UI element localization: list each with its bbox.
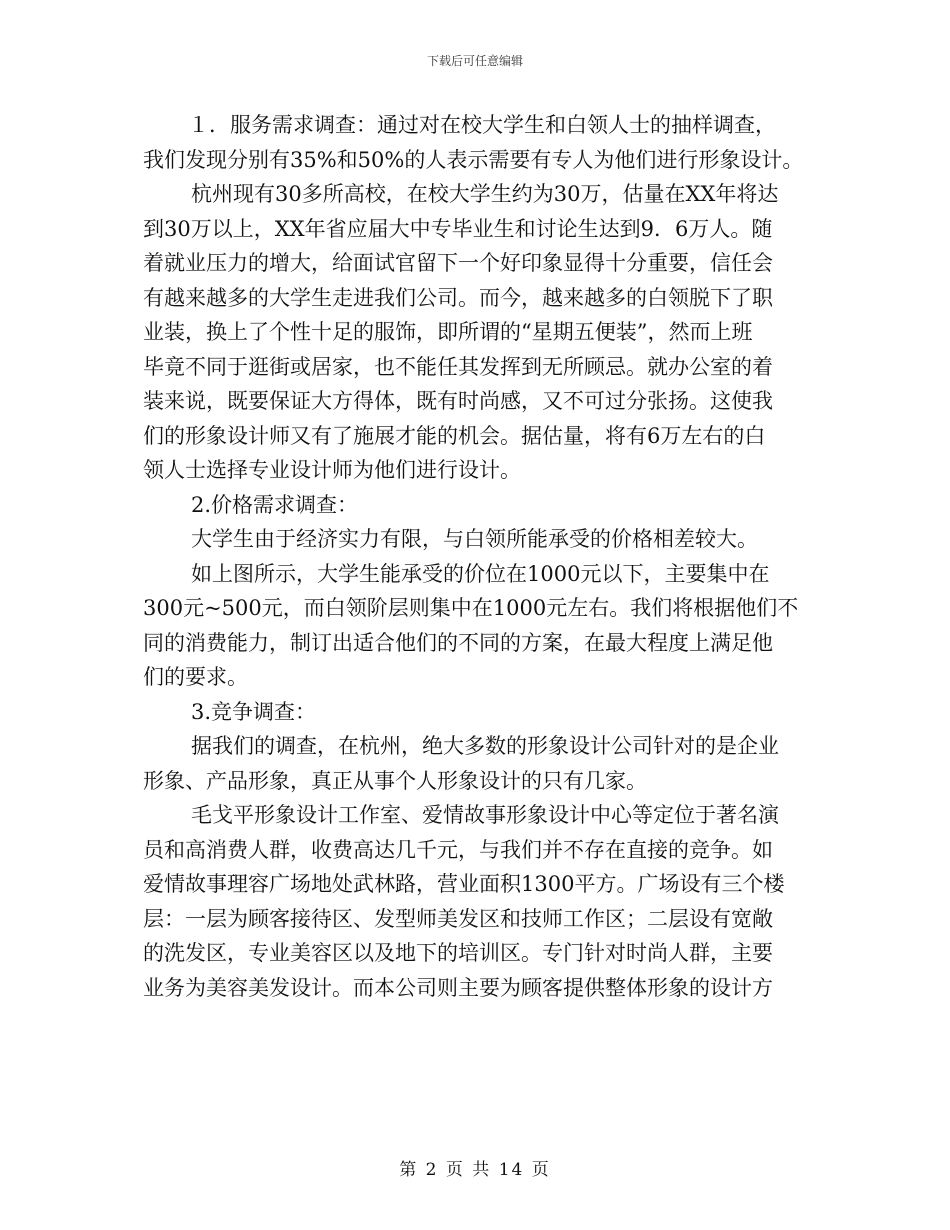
- paragraph-line: 领人士选择专业设计师为他们进行设计。: [143, 458, 521, 482]
- paragraph-line: 毛戈平形象设计工作室、爱情故事形象设计中心等定位于著名演: [191, 803, 779, 827]
- paragraph-line: 据我们的调查，在杭州，绝大多数的形象设计公司针对的是企业: [191, 734, 779, 758]
- paragraph-line: 们的要求。: [143, 665, 248, 689]
- paragraph-line: 300元~500元，而白领阶层则集中在1000元左右。我们将根据他们不: [143, 596, 799, 620]
- section-heading: 2.价格需求调查：: [191, 492, 359, 517]
- paragraph-line: 毕竟不同于逛街或居家，也不能任其发挥到无所顾忌。就办公室的着: [143, 354, 773, 379]
- page-number-footer: 第 2 页 共 14 页: [399, 1160, 551, 1180]
- paragraph-line: 形象、产品形象，真正从事个人形象设计的只有几家。: [143, 768, 647, 793]
- document-body: [143, 108, 808, 1005]
- paragraph-line: 我们发现分别有35%和50%的人表示需要有专人为他们进行形象设计。: [143, 147, 804, 172]
- paragraph-line: 们的形象设计师又有了施展才能的机会。据估量，将有6万左右的白: [143, 423, 766, 448]
- paragraph-line: 杭州现有30多所高校，在校大学生约为30万，估量在XX年将达: [191, 182, 779, 206]
- paragraph-line: 同的消费能力，制订出适合他们的不同的方案，在最大程度上满足他: [143, 630, 773, 655]
- paragraph-line: 员和高消费人群，收费高达几千元，与我们并不存在直接的竞争。如: [143, 837, 773, 862]
- paragraph-line: 大学生由于经济实力有限，与白领所能承受的价格相差较大。: [191, 527, 758, 551]
- paragraph-line: 如上图所示，大学生能承受的价位在1000元以下，主要集中在: [191, 561, 770, 586]
- paragraph-line: 到30万以上，XX年省应届大中专毕业生和讨论生达到9．6万人。随: [143, 216, 773, 241]
- paragraph-line: １．服务需求调查：通过对在校大学生和白领人士的抽样调查，: [188, 113, 776, 137]
- paragraph-line: 有越来越多的大学生走进我们公司。而今，越来越多的白领脱下了职: [143, 285, 773, 310]
- paragraph-line: 爱情故事理容广场地处武林路，营业面积1300平方。广场设有三个楼: [143, 872, 785, 896]
- paragraph-line: 业装，换上了个性十足的服饰，即所谓的“星期五便装”，然而上班: [143, 320, 753, 344]
- paragraph-line: 装来说，既要保证大方得体，既有时尚感，又不可过分张扬。这使我: [143, 389, 773, 413]
- paragraph-line: 着就业压力的增大，给面试官留下一个好印象显得十分重要，信任会: [143, 251, 773, 275]
- page-header: 下载后可任意编辑: [426, 54, 523, 68]
- paragraph-line: 业务为美容美发设计。而本公司则主要为顾客提供整体形象的设计方: [143, 975, 773, 1000]
- section-heading: 3.竞争调查：: [191, 699, 317, 724]
- paragraph-line: 的洗发区，专业美容区以及地下的培训区。专门针对时尚人群，主要: [143, 941, 773, 965]
- paragraph-line: 层：一层为顾客接待区、发型师美发区和技师工作区；二层设有宽敞: [143, 906, 773, 931]
